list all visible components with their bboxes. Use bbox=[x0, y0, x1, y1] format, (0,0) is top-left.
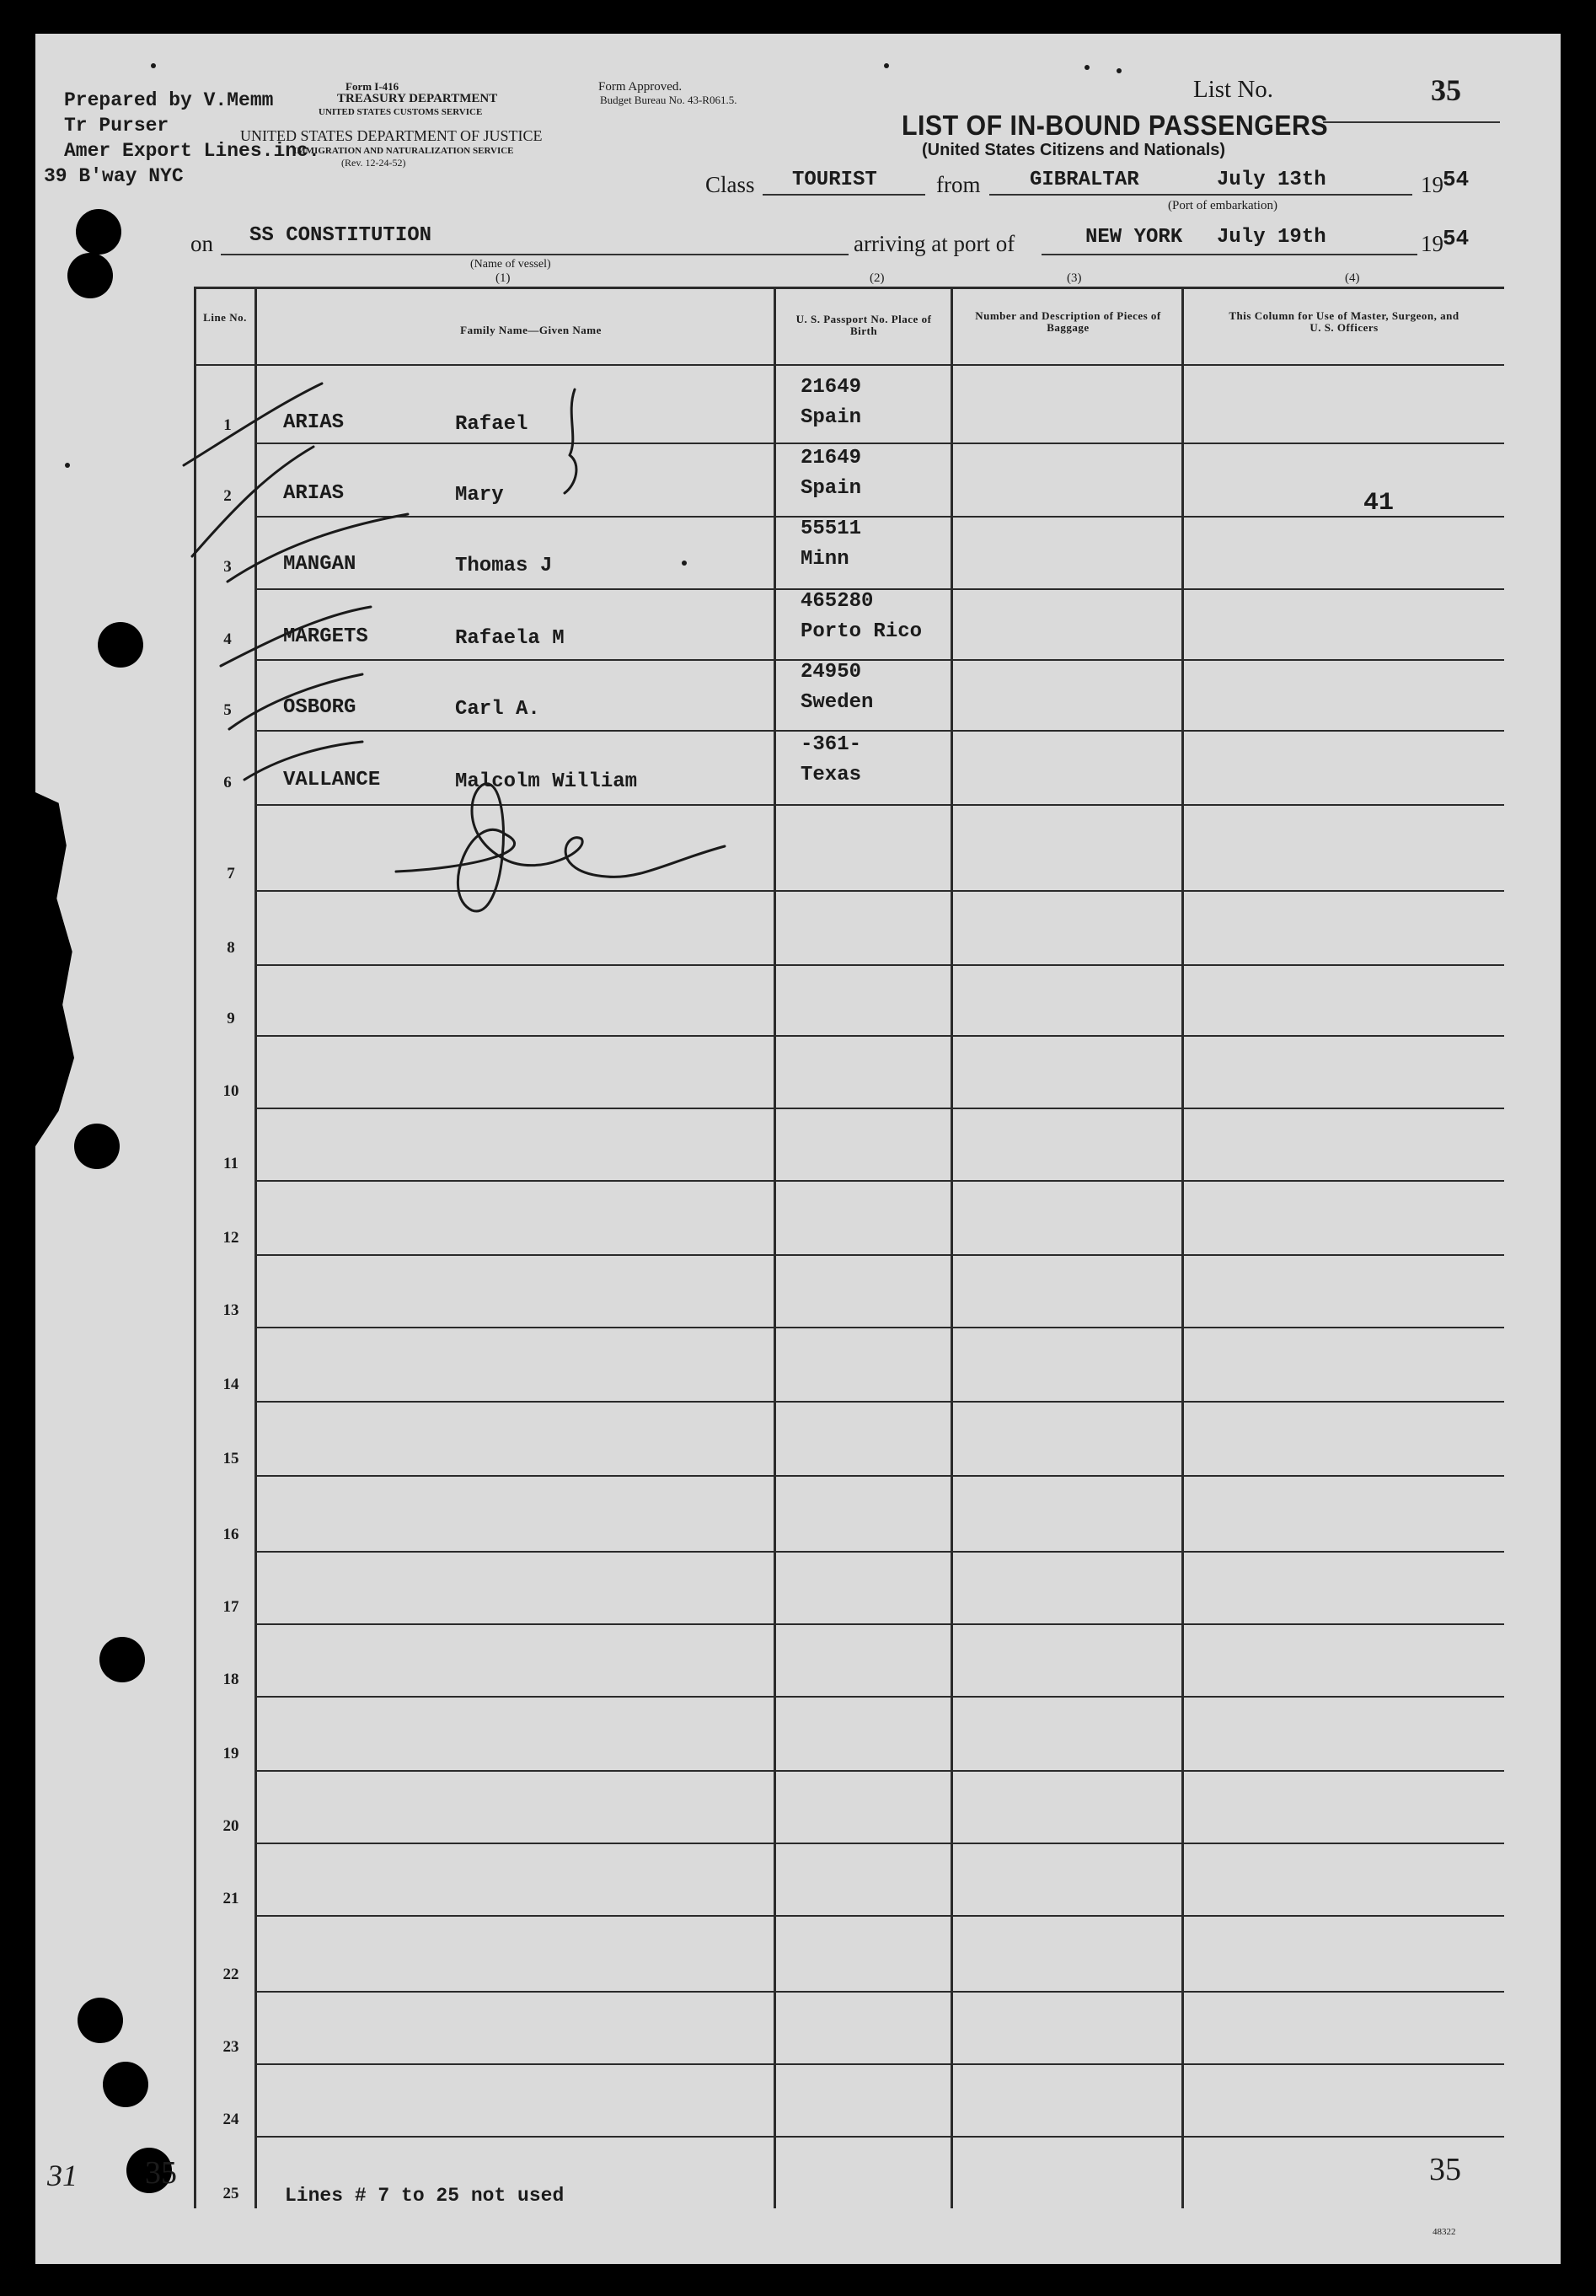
family-name: MARGETS bbox=[283, 625, 368, 648]
line-number: 13 bbox=[222, 1301, 239, 1319]
line-number: 5 bbox=[223, 701, 232, 719]
place-of-birth: Spain bbox=[801, 477, 862, 500]
column-number-4: (4) bbox=[1345, 271, 1360, 285]
on-label: on bbox=[190, 231, 213, 256]
form-approved: Form Approved. bbox=[598, 80, 683, 94]
arrival-port: NEW YORK bbox=[1085, 226, 1183, 249]
arrival-date: July 19th bbox=[1217, 226, 1326, 249]
line-number: 6 bbox=[223, 774, 232, 791]
given-name: Malcolm William bbox=[455, 770, 638, 793]
check-mark bbox=[244, 742, 362, 780]
bracket-mark bbox=[565, 389, 576, 493]
line-number: 8 bbox=[227, 939, 235, 957]
column-header-officers: This Column for Use of Master, Surgeon, and U. S. Officers bbox=[1229, 309, 1459, 334]
line-number: 3 bbox=[223, 558, 232, 576]
form-subtitle: (United States Citizens and Nationals) bbox=[922, 141, 1226, 159]
line-number: 11 bbox=[223, 1155, 238, 1172]
given-name: Carl A. bbox=[455, 698, 540, 721]
place-of-birth: Spain bbox=[801, 406, 862, 429]
preparer-role: Tr Purser bbox=[64, 115, 169, 137]
line-number: 4 bbox=[223, 630, 232, 648]
place-of-birth: Sweden bbox=[801, 691, 874, 714]
form-revision: (Rev. 12-24-52) bbox=[341, 157, 406, 169]
arrival-year-prefix: 19 bbox=[1421, 231, 1443, 256]
passport-number: -361- bbox=[801, 733, 862, 756]
from-label: from bbox=[936, 172, 981, 197]
line-number: 22 bbox=[222, 1966, 239, 1983]
column-header-passport: U. S. Passport No. Place of Birth bbox=[795, 313, 932, 337]
customs-service: UNITED STATES CUSTOMS SERVICE bbox=[319, 107, 483, 117]
line-number: 15 bbox=[222, 1450, 239, 1467]
line-number: 20 bbox=[222, 1817, 239, 1835]
check-mark bbox=[221, 607, 371, 666]
passport-number: 21649 bbox=[801, 447, 862, 469]
class-value: TOURIST bbox=[792, 169, 877, 191]
place-of-birth: Texas bbox=[801, 764, 862, 786]
given-name: Thomas J bbox=[455, 555, 553, 577]
departure-date: July 13th bbox=[1217, 169, 1326, 191]
line-number: 16 bbox=[222, 1526, 239, 1543]
line-number: 1 bbox=[223, 416, 232, 434]
arriving-label: arriving at port of bbox=[854, 231, 1015, 256]
column-number-2: (2) bbox=[870, 271, 885, 285]
line-number: 14 bbox=[222, 1376, 239, 1393]
check-mark bbox=[192, 447, 313, 556]
column-number-1: (1) bbox=[495, 271, 511, 285]
vessel-caption: (Name of vessel) bbox=[470, 258, 551, 271]
vessel-name: SS CONSTITUTION bbox=[249, 224, 432, 247]
departure-year: 54 bbox=[1443, 167, 1470, 192]
handwritten-page-number: 31 bbox=[47, 2159, 78, 2192]
list-number: 35 bbox=[1431, 73, 1461, 107]
port-embarkation-caption: (Port of embarkation) bbox=[1168, 199, 1277, 212]
column-header-line-no: Line No. bbox=[203, 311, 247, 324]
line-number: 12 bbox=[222, 1229, 239, 1247]
print-code: 48322 bbox=[1433, 2227, 1456, 2237]
family-name: ARIAS bbox=[283, 482, 345, 505]
page-number-right: 35 bbox=[1429, 2152, 1461, 2187]
passport-number: 55511 bbox=[801, 518, 862, 540]
line-number: 25 bbox=[222, 2185, 239, 2202]
naturalization-service: IMMIGRATION AND NATURALIZATION SERVICE bbox=[293, 146, 514, 156]
class-label: Class bbox=[705, 172, 755, 197]
treasury-department: TREASURY DEPARTMENT bbox=[337, 92, 498, 105]
signature bbox=[396, 784, 725, 911]
line-number: 10 bbox=[222, 1082, 239, 1100]
family-name: MANGAN bbox=[283, 553, 356, 576]
given-name: Rafaela M bbox=[455, 627, 565, 650]
year-prefix: 19 bbox=[1421, 172, 1443, 197]
line-number: 23 bbox=[222, 2038, 239, 2056]
arrival-year: 54 bbox=[1443, 226, 1470, 251]
check-mark bbox=[229, 674, 362, 729]
form-title: LIST OF IN-BOUND PASSENGERS bbox=[902, 110, 1329, 141]
form-number: Form I-416 bbox=[345, 80, 399, 93]
column-header-baggage: Number and Description of Pieces of Baggage bbox=[975, 309, 1161, 334]
list-no-label: List No. bbox=[1193, 76, 1274, 103]
preparer-address: 39 B'way NYC bbox=[44, 165, 184, 187]
budget-bureau: Budget Bureau No. 43-R061.5. bbox=[600, 94, 737, 106]
page-number-left: 35 bbox=[145, 2155, 177, 2191]
line-number: 19 bbox=[222, 1745, 239, 1762]
family-name: ARIAS bbox=[283, 411, 345, 434]
preparer-company: Amer Export Lines.inc. bbox=[64, 140, 320, 162]
unused-lines-note: Lines # 7 to 25 not used bbox=[285, 2185, 565, 2207]
line-number: 2 bbox=[223, 487, 232, 505]
line-number: 9 bbox=[227, 1010, 235, 1027]
given-name: Mary bbox=[455, 484, 504, 507]
check-mark bbox=[228, 514, 408, 582]
place-of-birth: Porto Rico bbox=[801, 620, 923, 643]
line-number: 18 bbox=[222, 1671, 239, 1688]
passport-number: 24950 bbox=[801, 661, 862, 684]
justice-department: UNITED STATES DEPARTMENT OF JUSTICE bbox=[240, 127, 543, 144]
line-number: 17 bbox=[222, 1598, 239, 1616]
preparer-name: Prepared by V.Memm bbox=[64, 89, 274, 111]
given-name: Rafael bbox=[455, 413, 528, 436]
line-number: 7 bbox=[227, 865, 235, 882]
line-number: 24 bbox=[222, 2111, 239, 2128]
column-number-3: (3) bbox=[1067, 271, 1082, 285]
line-number: 21 bbox=[222, 1890, 239, 1907]
family-name: VALLANCE bbox=[283, 769, 381, 791]
column-header-name: Family Name—Given Name bbox=[460, 324, 602, 336]
passport-number: 21649 bbox=[801, 376, 862, 399]
passport-number: 465280 bbox=[801, 590, 874, 613]
port-of-embarkation: GIBRALTAR bbox=[1030, 169, 1139, 191]
place-of-birth: Minn bbox=[801, 548, 849, 571]
family-name: OSBORG bbox=[283, 696, 356, 719]
officer-mark: 41 bbox=[1363, 489, 1395, 518]
